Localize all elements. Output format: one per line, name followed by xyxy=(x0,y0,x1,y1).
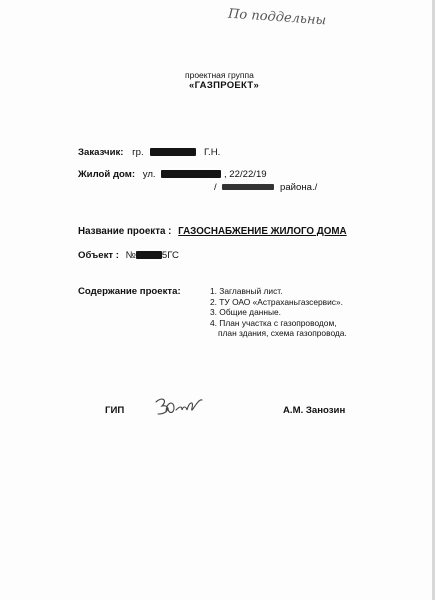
header-company-name: «ГАЗПРОЕКТ» xyxy=(189,80,260,91)
customer-label: Заказчик: xyxy=(78,147,124,158)
object-prefix: № xyxy=(125,250,136,261)
district-line xyxy=(214,182,317,193)
redacted-customer-name xyxy=(150,148,196,156)
redacted-district xyxy=(222,184,274,190)
gip-label: ГИП xyxy=(105,405,125,416)
customer-line xyxy=(78,147,220,158)
signer-name: А.М. Занозин xyxy=(283,405,346,416)
house-label: Жилой дом: xyxy=(78,169,136,180)
handwritten-corner-note: По поддельны xyxy=(227,6,327,29)
contents-item: план здания, схема газопровода. xyxy=(218,328,347,339)
district-slash: / xyxy=(214,182,217,193)
object-suffix: 5ГС xyxy=(161,250,179,261)
customer-initials: Г.Н. xyxy=(204,147,221,158)
redacted-object-number xyxy=(136,251,162,259)
contents-item: 4. План участка с газопроводом, xyxy=(210,317,337,328)
house-line xyxy=(78,169,267,180)
object-line xyxy=(78,250,179,261)
contents-list xyxy=(210,286,347,339)
house-number: , 22/22/19 xyxy=(223,169,267,180)
district-label: района./ xyxy=(280,182,318,193)
customer-prefix: гр. xyxy=(132,147,144,158)
object-label: Объект : xyxy=(78,250,119,261)
redacted-street xyxy=(161,170,221,178)
contents-item: 3. Общие данные. xyxy=(210,307,281,318)
contents-label: Содержание проекта: xyxy=(78,286,181,297)
signature-image xyxy=(152,394,204,420)
house-prefix: ул. xyxy=(142,169,156,180)
project-line xyxy=(78,226,347,237)
header-group-name: проектная группа xyxy=(185,70,254,80)
contents-item: 1. Заглавный лист. xyxy=(210,286,283,296)
project-label: Название проекта : xyxy=(78,226,172,237)
project-title: ГАЗОСНАБЖЕНИЕ ЖИЛОГО ДОМА xyxy=(178,226,347,237)
contents-item: 2. ТУ ОАО «Астраханьгазсервис». xyxy=(210,296,343,307)
